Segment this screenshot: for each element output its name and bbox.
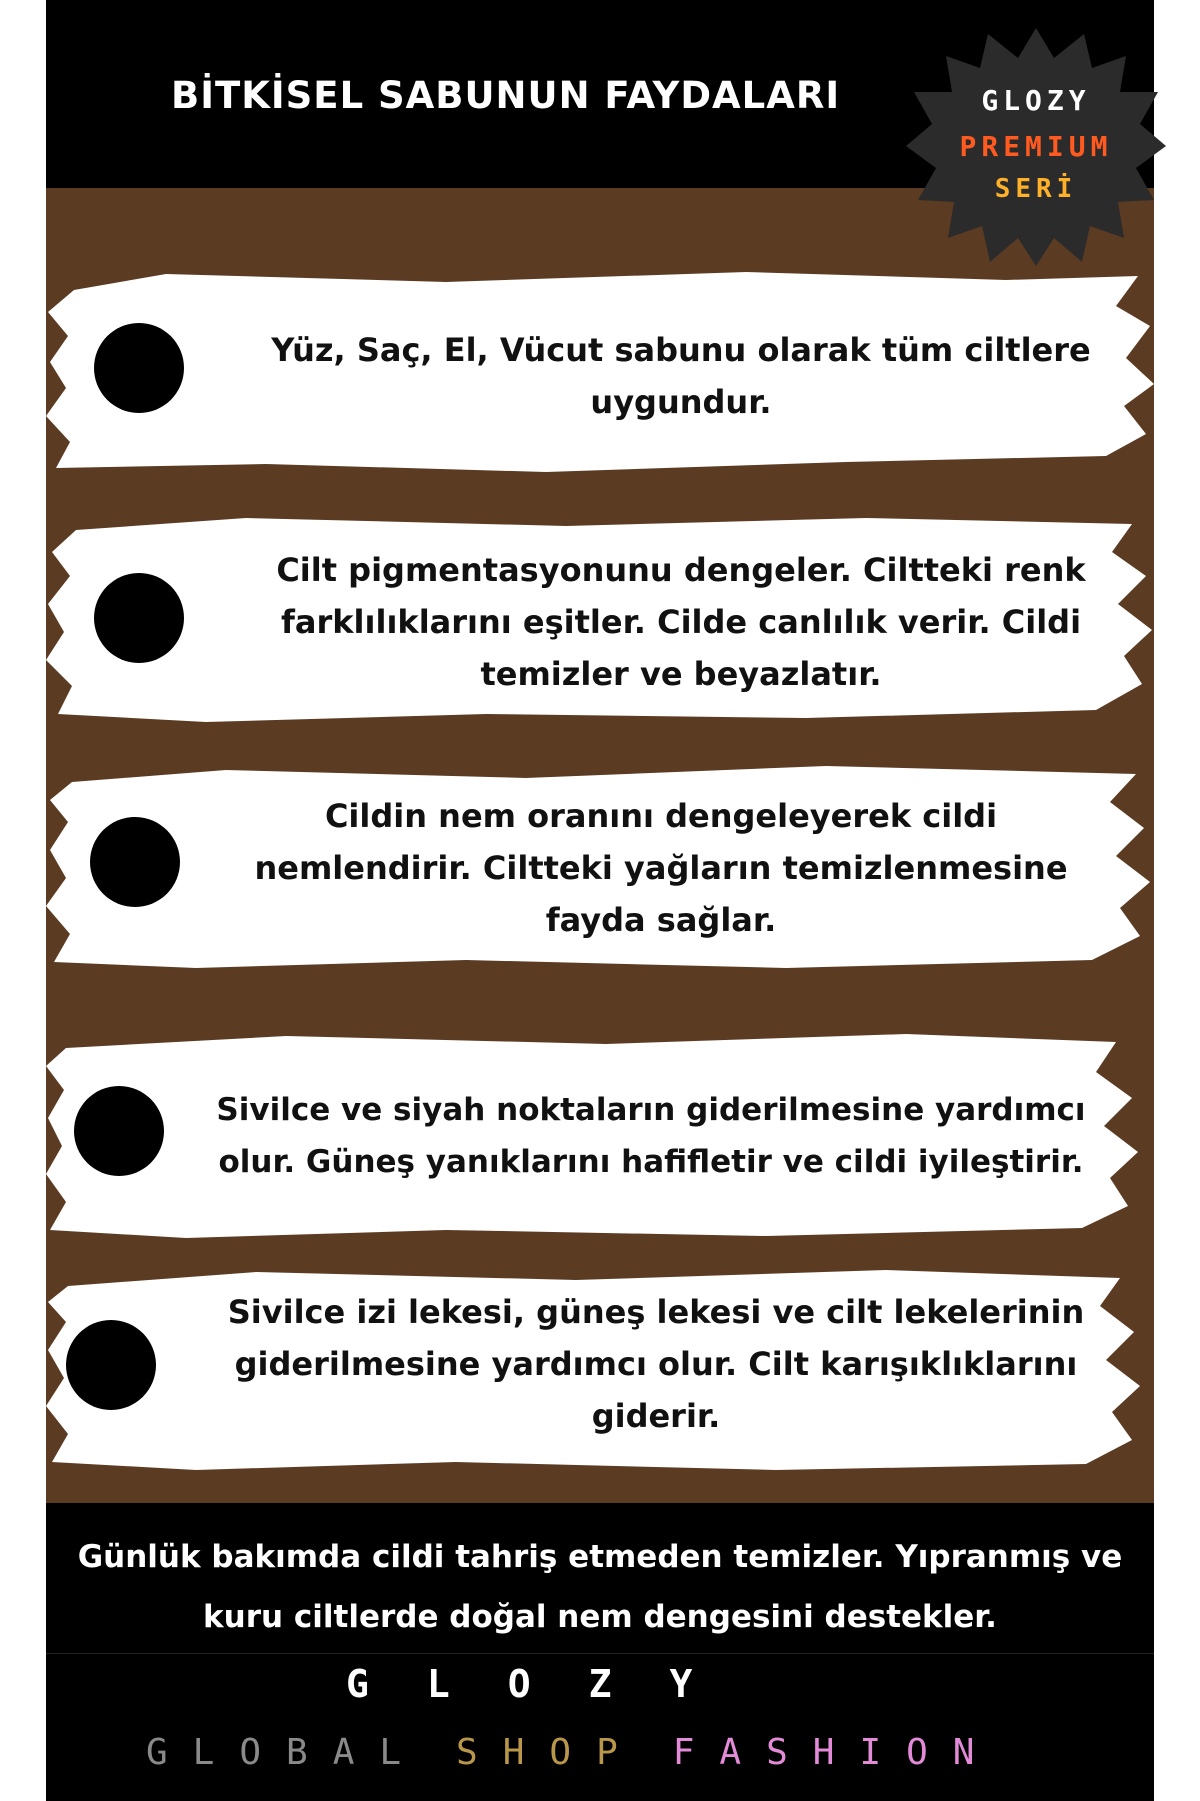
badge-brand: GLOZY (981, 84, 1091, 117)
page-title: BİTKİSEL SABUNUN FAYDALARI (171, 74, 841, 117)
benefit-text-4: Sivilce ve siyah noktaların giderilmesine yardımcı olur. Güneş yanıklarını hafifletir ve cildi iyileştirir. (216, 1092, 1086, 1180)
bullet-dot (94, 573, 184, 663)
benefit-text-5: Sivilce izi lekesi, güneş lekesi ve cilt lekelerinin giderilmesine yardımcı olur. Cilt karışıklıklarını giderir. (227, 1293, 1085, 1435)
benefit-text-1: Yüz, Saç, El, Vücut sabunu olarak tüm ciltlere uygundur. (271, 331, 1091, 421)
tagline-fashion: FASHION (672, 1732, 1000, 1773)
benefit-text-3: Cildin nem oranını dengeleyerek cildi nemlendirir. Ciltteki yağların temizlenmesine fayda sağlar. (254, 797, 1068, 939)
bullet-dot (94, 323, 184, 413)
benefit-card-2 (46, 514, 1154, 724)
tagline-shop: SHOP (456, 1732, 643, 1773)
brand-band (46, 1653, 1154, 1801)
footer-band (46, 1503, 1154, 1653)
bullet-dot (66, 1320, 156, 1410)
benefit-card-1 (46, 266, 1154, 476)
bullet-dot (74, 1086, 164, 1176)
benefit-card-5 (46, 1264, 1154, 1474)
badge-series: SERİ (994, 174, 1078, 204)
bullet-dot (90, 817, 180, 907)
brand-tagline (146, 1732, 999, 1773)
benefit-card-4 (46, 1030, 1154, 1240)
premium-badge (906, 26, 1166, 266)
badge-premium: PREMIUM (959, 130, 1113, 163)
benefit-text-2: Cilt pigmentasyonunu dengeler. Ciltteki renk farklılıklarını eşitler. Cilde canlılık verir. Cildi temizler ve beyazlatır. (276, 551, 1086, 693)
brand-name: GLOZY (346, 1662, 751, 1706)
poster (46, 0, 1154, 1800)
tagline-global: GLOBAL (146, 1732, 427, 1773)
benefit-card-3 (46, 762, 1154, 972)
footer-description: Günlük bakımda cildi tahriş etmeden temizler. Yıpranmış ve kuru ciltlerde doğal nem dengesini destekler. (77, 1539, 1123, 1635)
